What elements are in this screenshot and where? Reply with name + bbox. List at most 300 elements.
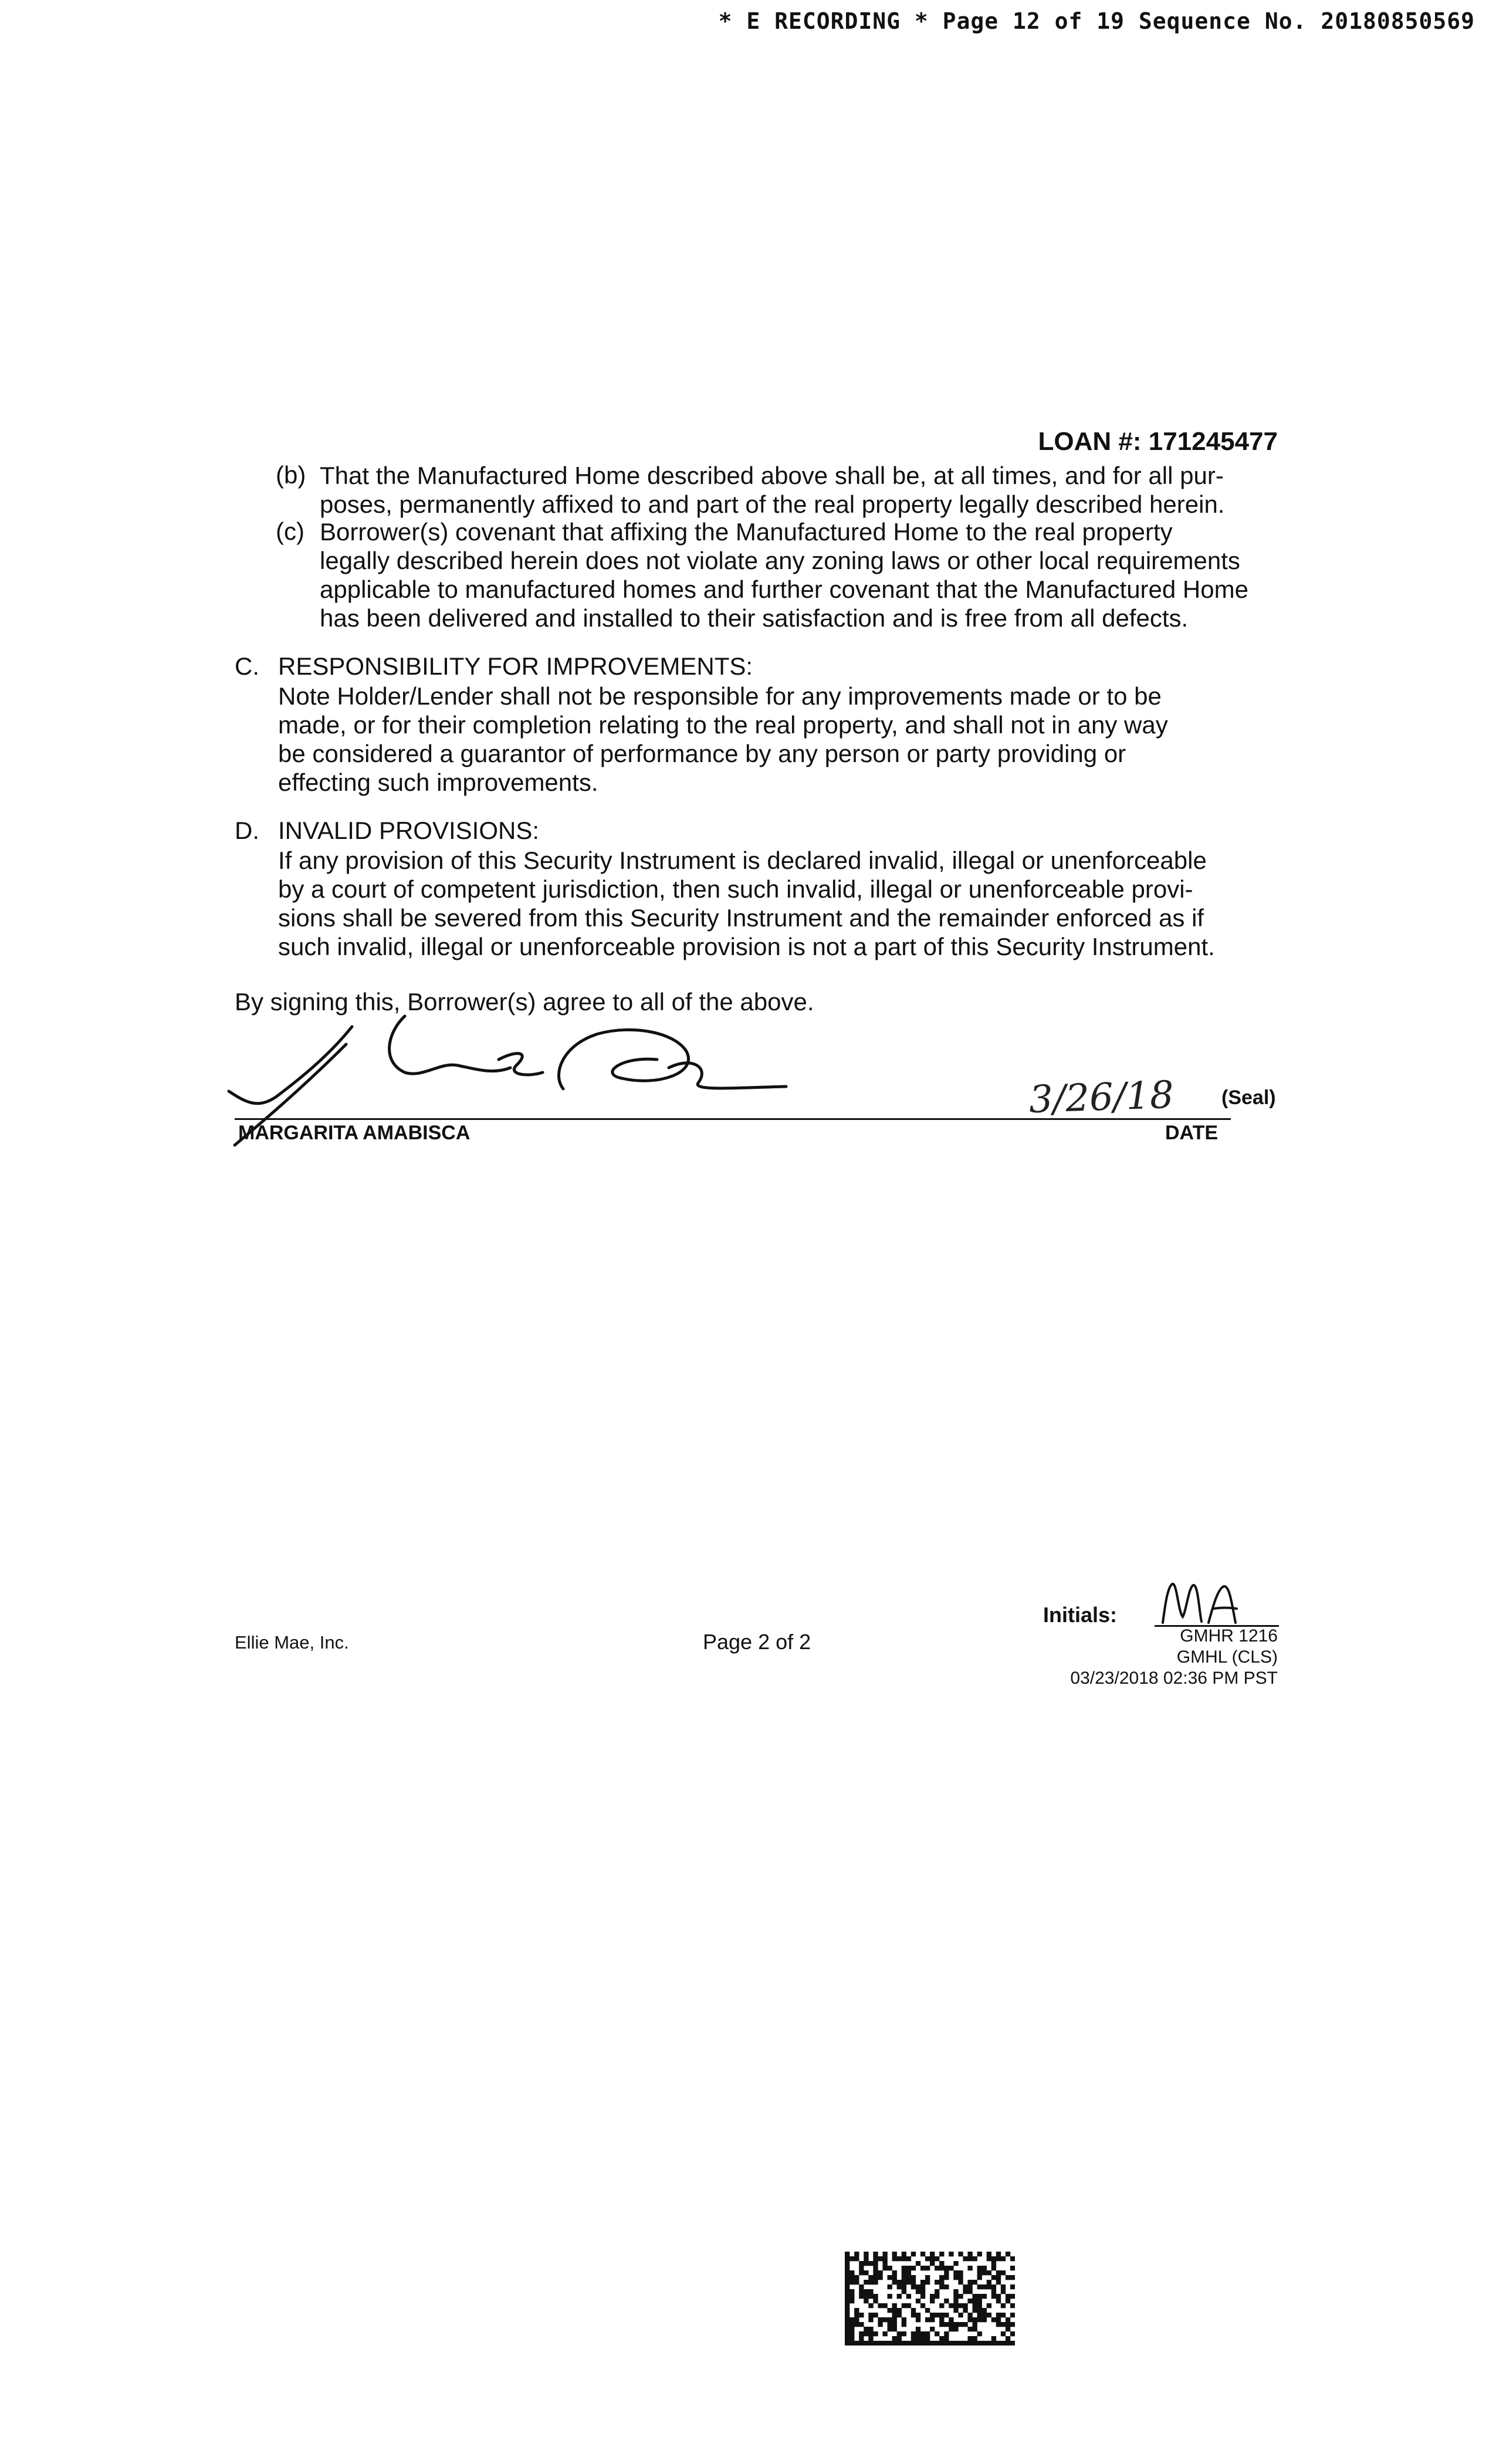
barcode-module — [920, 2266, 925, 2270]
barcode-module — [873, 2266, 878, 2270]
barcode-module — [864, 2256, 868, 2261]
barcode-module — [854, 2317, 859, 2322]
item-b-marker: (b) — [276, 461, 306, 489]
barcode-module — [973, 2336, 977, 2341]
barcode-module — [991, 2317, 996, 2322]
item-b-text — [320, 461, 1276, 519]
barcode-module — [996, 2317, 1001, 2322]
barcode-module — [854, 2341, 859, 2345]
barcode-module — [864, 2341, 868, 2345]
barcode-module — [944, 2341, 949, 2345]
barcode-module — [920, 2284, 925, 2289]
barcode-module — [935, 2256, 939, 2261]
barcode-module — [944, 2336, 949, 2341]
barcode-module — [939, 2280, 944, 2284]
barcode-module — [845, 2331, 849, 2336]
form-code: GMHR 1216 — [1180, 1626, 1278, 1646]
barcode-module — [991, 2289, 996, 2294]
barcode-module — [868, 2275, 873, 2280]
barcode-module — [868, 2303, 873, 2308]
barcode-module — [868, 2294, 873, 2299]
text-line: Borrower(s) covenant that affixing the Manufactured Home to the real property — [320, 518, 1173, 546]
section-heading-text: RESPONSIBILITY FOR IMPROVEMENTS: — [278, 652, 753, 680]
barcode-module — [864, 2331, 868, 2336]
barcode-module — [1010, 2275, 1015, 2280]
barcode-module — [888, 2308, 892, 2313]
barcode-module — [925, 2336, 930, 2341]
barcode-module — [845, 2261, 849, 2266]
barcode-module — [973, 2322, 977, 2327]
barcode-module — [864, 2280, 868, 2284]
barcode-module — [939, 2284, 944, 2289]
barcode-module — [930, 2313, 935, 2317]
barcode-module — [916, 2289, 920, 2294]
barcode-module — [944, 2299, 949, 2303]
barcode-module — [920, 2341, 925, 2345]
barcode-module — [977, 2252, 982, 2256]
barcode-module — [916, 2336, 920, 2341]
barcode-module — [845, 2322, 849, 2327]
barcode-module — [878, 2317, 882, 2322]
barcode-module — [987, 2303, 991, 2308]
barcode-module — [902, 2280, 906, 2284]
barcode-module — [849, 2294, 854, 2299]
barcode-module — [1001, 2256, 1006, 2261]
barcode-module — [925, 2317, 930, 2322]
barcode-module — [882, 2331, 887, 2336]
barcode-module — [967, 2313, 972, 2317]
barcode-module — [987, 2256, 991, 2261]
barcode-module — [849, 2256, 854, 2261]
barcode-module — [958, 2275, 963, 2280]
barcode-module — [859, 2261, 864, 2266]
section-d-heading — [235, 817, 539, 845]
barcode-module — [1010, 2331, 1015, 2336]
barcode-module — [906, 2275, 911, 2280]
barcode-module — [958, 2252, 963, 2256]
barcode-module — [892, 2322, 897, 2327]
barcode-module — [949, 2327, 953, 2331]
barcode-module — [911, 2280, 916, 2284]
barcode-module — [953, 2270, 958, 2275]
barcode-module — [987, 2270, 991, 2275]
barcode-module — [854, 2252, 859, 2256]
barcode-module — [892, 2275, 897, 2280]
barcode-module — [859, 2266, 864, 2270]
barcode-module — [1010, 2341, 1015, 2345]
barcode-module — [958, 2341, 963, 2345]
footer-page-number: Page 2 of 2 — [703, 1630, 811, 1654]
barcode-module — [892, 2280, 897, 2284]
barcode-module — [868, 2289, 873, 2294]
barcode-module — [935, 2266, 939, 2270]
barcode-module — [1010, 2266, 1015, 2270]
barcode-module — [953, 2294, 958, 2299]
barcode-module — [916, 2284, 920, 2289]
barcode-module — [973, 2327, 977, 2331]
barcode-module — [868, 2341, 873, 2345]
barcode-module — [973, 2294, 977, 2299]
barcode-module — [882, 2341, 887, 2345]
barcode-module — [882, 2252, 887, 2256]
barcode-module — [953, 2322, 958, 2327]
barcode-module — [920, 2331, 925, 2336]
barcode-module — [1001, 2322, 1006, 2327]
barcode-module — [845, 2252, 849, 2256]
text-line: That the Manufactured Home described above shall be, at all times, and for all pur- — [320, 462, 1224, 489]
barcode-module — [902, 2322, 906, 2327]
barcode-module — [963, 2308, 967, 2313]
barcode-module — [859, 2341, 864, 2345]
barcode-module — [991, 2266, 996, 2270]
barcode-module — [982, 2294, 987, 2299]
barcode-module — [987, 2252, 991, 2256]
barcode-module — [925, 2308, 930, 2313]
initials-label: Initials: — [1043, 1603, 1118, 1627]
barcode-module — [973, 2303, 977, 2308]
barcode-module — [892, 2313, 897, 2317]
barcode-module — [845, 2313, 849, 2317]
barcode-module — [888, 2317, 892, 2322]
barcode-module — [925, 2341, 930, 2345]
barcode-module — [982, 2317, 987, 2322]
barcode-module — [897, 2284, 902, 2289]
barcode-module — [1006, 2252, 1010, 2256]
barcode-module — [916, 2331, 920, 2336]
barcode-module — [911, 2336, 916, 2341]
barcode-module — [953, 2327, 958, 2331]
barcode-module — [888, 2266, 892, 2270]
seal-label: (Seal) — [1221, 1087, 1276, 1109]
barcode-module — [930, 2252, 935, 2256]
barcode-module — [902, 2284, 906, 2289]
barcode-module — [949, 2317, 953, 2322]
barcode-module — [882, 2266, 887, 2270]
barcode-module — [892, 2336, 897, 2341]
barcode-module — [849, 2317, 854, 2322]
barcode-module — [953, 2303, 958, 2308]
barcode-module — [1010, 2284, 1015, 2289]
barcode-module — [897, 2256, 902, 2261]
barcode-module — [982, 2341, 987, 2345]
barcode-module — [987, 2280, 991, 2284]
barcode-module — [1001, 2341, 1006, 2345]
barcode-module — [873, 2261, 878, 2266]
barcode-module — [849, 2327, 854, 2331]
barcode-module — [892, 2252, 897, 2256]
barcode-module — [977, 2299, 982, 2303]
barcode-module — [845, 2308, 849, 2313]
section-heading-text: INVALID PROVISIONS: — [278, 817, 539, 844]
section-c-body — [278, 682, 1278, 797]
barcode-module — [953, 2299, 958, 2303]
text-line: sions shall be severed from this Security Instrument and the remainder enforced as if — [278, 904, 1204, 932]
text-line: poses, permanently affixed to and part of the real property legally described herein. — [320, 490, 1225, 518]
barcode-module — [916, 2313, 920, 2317]
barcode-module — [939, 2336, 944, 2341]
barcode-module — [925, 2280, 930, 2284]
barcode-module — [859, 2270, 864, 2275]
barcode-module — [1006, 2336, 1010, 2341]
barcode-module — [911, 2284, 916, 2289]
barcode-module — [958, 2303, 963, 2308]
barcode-module — [982, 2313, 987, 2317]
barcode-module — [963, 2256, 967, 2261]
text-line: such invalid, illegal or unenforceable provision is not a part of this Security Instrument. — [278, 933, 1215, 960]
barcode-module — [1006, 2341, 1010, 2345]
barcode-module — [925, 2256, 930, 2261]
barcode-module — [925, 2266, 930, 2270]
form-code: GMHL (CLS) — [1176, 1647, 1278, 1667]
barcode-module — [935, 2294, 939, 2299]
barcode-module — [967, 2327, 972, 2331]
barcode-module — [892, 2327, 897, 2331]
barcode-module — [888, 2327, 892, 2331]
date-label: DATE — [1165, 1122, 1219, 1144]
barcode-module — [967, 2289, 972, 2294]
barcode-module — [845, 2294, 849, 2299]
barcode-module — [873, 2341, 878, 2345]
barcode-module — [1006, 2317, 1010, 2322]
barcode-module — [873, 2270, 878, 2275]
barcode-module — [953, 2275, 958, 2280]
barcode-module — [967, 2252, 972, 2256]
barcode-module — [902, 2252, 906, 2256]
barcode-module — [1001, 2303, 1006, 2308]
barcode-module — [878, 2270, 882, 2275]
barcode-module — [939, 2341, 944, 2345]
barcode-module — [892, 2317, 897, 2322]
barcode-module — [996, 2280, 1001, 2284]
barcode-module — [1006, 2275, 1010, 2280]
barcode-module — [987, 2313, 991, 2317]
barcode-module — [911, 2308, 916, 2313]
barcode-module — [935, 2313, 939, 2317]
barcode-module — [939, 2261, 944, 2266]
barcode-module — [897, 2341, 902, 2345]
barcode-module — [888, 2275, 892, 2280]
barcode-module — [902, 2317, 906, 2322]
barcode-module — [977, 2270, 982, 2275]
barcode-module — [1010, 2294, 1015, 2299]
barcode-module — [973, 2299, 977, 2303]
barcode-module — [902, 2303, 906, 2308]
barcode-module — [906, 2341, 911, 2345]
barcode-module — [1006, 2299, 1010, 2303]
barcode-module — [902, 2275, 906, 2280]
barcode-module — [845, 2299, 849, 2303]
barcode-module — [873, 2252, 878, 2256]
barcode-module — [991, 2275, 996, 2280]
barcode-module — [953, 2261, 958, 2266]
barcode-module — [873, 2294, 878, 2299]
barcode-module — [996, 2270, 1001, 2275]
barcode-module — [944, 2266, 949, 2270]
barcode-module — [958, 2270, 963, 2275]
barcode-module — [878, 2341, 882, 2345]
barcode-module — [973, 2256, 977, 2261]
barcode-module — [902, 2289, 906, 2294]
barcode-module — [1001, 2289, 1006, 2294]
barcode-module — [1010, 2256, 1015, 2261]
barcode-module — [967, 2299, 972, 2303]
barcode-module — [845, 2336, 849, 2341]
item-c-text — [320, 517, 1276, 632]
barcode-module — [939, 2317, 944, 2322]
barcode-module — [849, 2322, 854, 2327]
barcode-module — [949, 2252, 953, 2256]
barcode-module — [854, 2308, 859, 2313]
barcode-module — [977, 2294, 982, 2299]
barcode-module — [892, 2270, 897, 2275]
barcode-module — [845, 2275, 849, 2280]
barcode-module — [958, 2322, 963, 2327]
barcode-module — [892, 2303, 897, 2308]
barcode-module — [1001, 2331, 1006, 2336]
barcode-module — [888, 2322, 892, 2327]
barcode-module — [939, 2266, 944, 2270]
barcode-module — [958, 2313, 963, 2317]
barcode-module — [987, 2284, 991, 2289]
text-line: effecting such improvements. — [278, 769, 598, 796]
barcode-module — [873, 2331, 878, 2336]
barcode-module — [873, 2299, 878, 2303]
barcode-module — [996, 2313, 1001, 2317]
barcode-module — [916, 2341, 920, 2345]
barcode-module — [944, 2322, 949, 2327]
barcode-module — [864, 2252, 868, 2256]
barcode-module — [973, 2280, 977, 2284]
barcode-module — [920, 2303, 925, 2308]
section-letter: D. — [235, 817, 259, 844]
barcode-module — [977, 2303, 982, 2308]
barcode-module — [849, 2331, 854, 2336]
barcode-module — [991, 2341, 996, 2345]
barcode-module — [888, 2294, 892, 2299]
barcode-module — [949, 2341, 953, 2345]
barcode-module — [882, 2317, 887, 2322]
barcode-module — [897, 2308, 902, 2313]
barcode-module — [868, 2331, 873, 2336]
barcode-module — [977, 2284, 982, 2289]
barcode-module — [916, 2327, 920, 2331]
barcode-module — [949, 2303, 953, 2308]
barcode-module — [859, 2289, 864, 2294]
barcode-module — [939, 2303, 944, 2308]
barcode-module — [849, 2289, 854, 2294]
barcode-module — [911, 2275, 916, 2280]
barcode-module — [916, 2317, 920, 2322]
barcode-module — [873, 2280, 878, 2284]
barcode-module — [963, 2289, 967, 2294]
barcode-module — [897, 2294, 902, 2299]
barcode-module — [849, 2336, 854, 2341]
barcode-module — [845, 2303, 849, 2308]
barcode-module — [882, 2261, 887, 2266]
barcode-module — [977, 2317, 982, 2322]
barcode-module — [868, 2313, 873, 2317]
barcode-module — [873, 2256, 878, 2261]
barcode-module — [935, 2289, 939, 2294]
barcode-module — [953, 2341, 958, 2345]
barcode-module — [892, 2308, 897, 2313]
barcode-module — [920, 2294, 925, 2299]
barcode-module — [925, 2275, 930, 2280]
barcode-module — [991, 2336, 996, 2341]
barcode-module — [944, 2275, 949, 2280]
barcode-module — [854, 2256, 859, 2261]
barcode-module — [916, 2299, 920, 2303]
barcode-module — [873, 2313, 878, 2317]
barcode-module — [977, 2275, 982, 2280]
barcode-module — [1001, 2284, 1006, 2289]
barcode-module — [878, 2303, 882, 2308]
barcode-module — [977, 2266, 982, 2270]
text-line: If any provision of this Security Instrument is declared invalid, illegal or unenforceable — [278, 847, 1207, 874]
barcode-module — [916, 2261, 920, 2266]
barcode-module — [845, 2266, 849, 2270]
barcode-module — [882, 2256, 887, 2261]
barcode-module — [873, 2275, 878, 2280]
barcode-module — [906, 2294, 911, 2299]
barcode-module — [973, 2317, 977, 2322]
barcode-module — [845, 2256, 849, 2261]
barcode-module — [996, 2341, 1001, 2345]
barcode-module — [925, 2331, 930, 2336]
barcode-module — [967, 2317, 972, 2322]
barcode-module — [864, 2327, 868, 2331]
barcode-module — [930, 2327, 935, 2331]
barcode-module — [902, 2266, 906, 2270]
barcode-module — [977, 2331, 982, 2336]
barcode-module — [920, 2280, 925, 2284]
barcode-module — [949, 2322, 953, 2327]
barcode-module — [930, 2317, 935, 2322]
barcode-module — [958, 2294, 963, 2299]
loan-number: LOAN #: 171245477 — [1038, 427, 1278, 456]
barcode-module — [906, 2256, 911, 2261]
barcode-module — [982, 2308, 987, 2313]
barcode-module — [1001, 2270, 1006, 2275]
agreement-text: By signing this, Borrower(s) agree to all of the above. — [235, 988, 814, 1016]
barcode-module — [920, 2336, 925, 2341]
barcode-module — [920, 2252, 925, 2256]
barcode-module — [939, 2313, 944, 2317]
barcode-module — [868, 2336, 873, 2341]
barcode-module — [892, 2341, 897, 2345]
barcode-module — [902, 2331, 906, 2336]
barcode-module — [864, 2294, 868, 2299]
barcode-module — [944, 2284, 949, 2289]
barcode-module — [868, 2261, 873, 2266]
barcode-module — [963, 2322, 967, 2327]
barcode-module — [906, 2266, 911, 2270]
handwritten-date: 3/26/18 — [1028, 1073, 1175, 1122]
barcode-module — [963, 2341, 967, 2345]
barcode-module — [996, 2322, 1001, 2327]
barcode-module — [864, 2270, 868, 2275]
barcode-icon — [845, 2252, 1015, 2345]
recording-header: * E RECORDING * Page 12 of 19 Sequence No. 20180850569 — [718, 8, 1475, 34]
barcode-module — [878, 2322, 882, 2327]
barcode-module — [982, 2270, 987, 2275]
barcode-module — [977, 2341, 982, 2345]
barcode-module — [930, 2341, 935, 2345]
barcode-module — [859, 2284, 864, 2289]
barcode-module — [859, 2322, 864, 2327]
barcode-module — [967, 2341, 972, 2345]
barcode-module — [996, 2294, 1001, 2299]
